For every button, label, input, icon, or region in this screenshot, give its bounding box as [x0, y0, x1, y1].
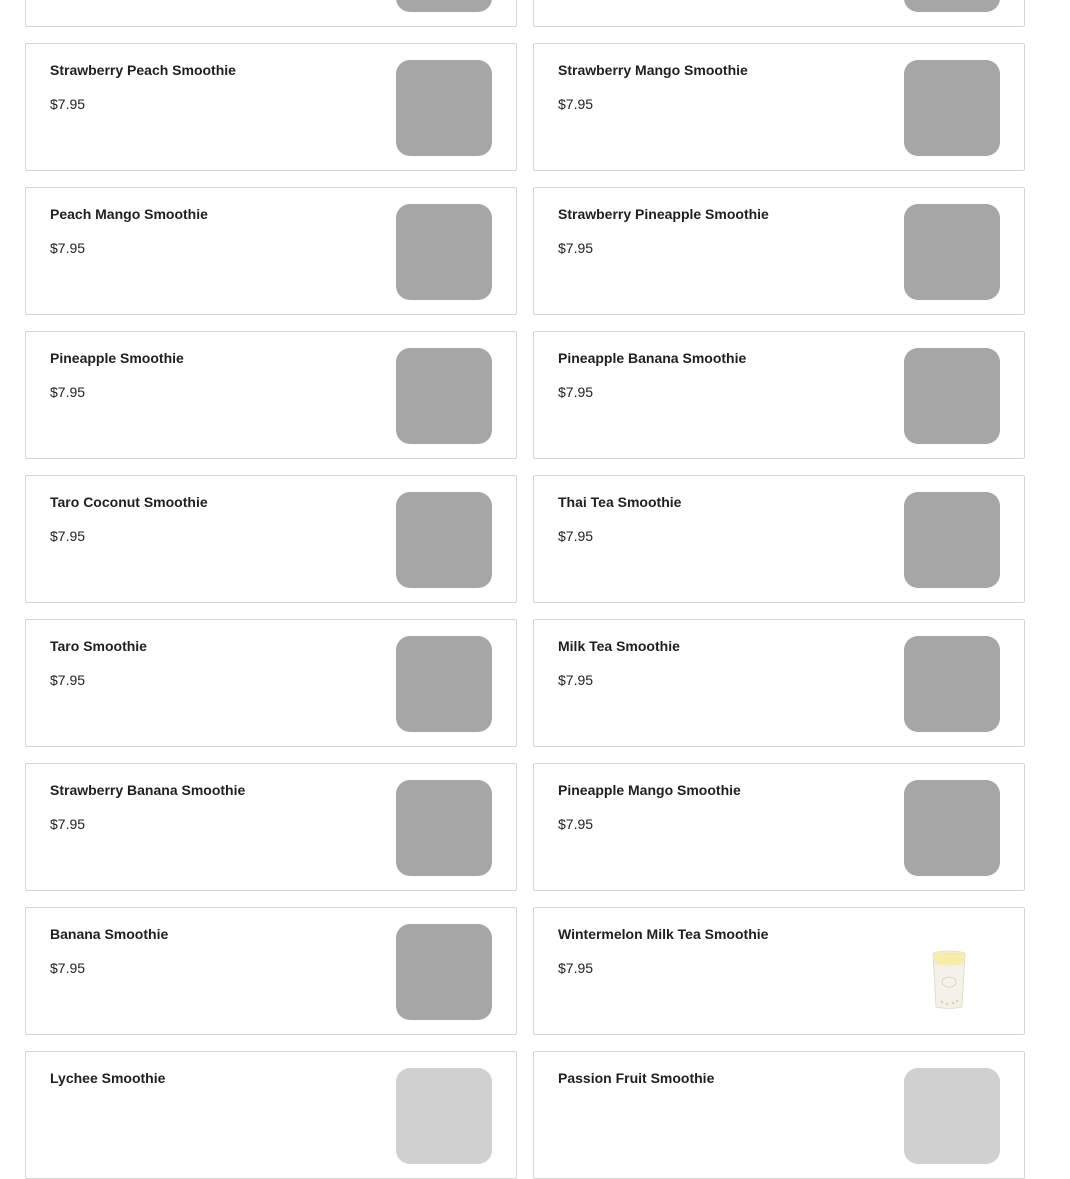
item-image-placeholder — [396, 1068, 492, 1164]
item-name: Lychee Smoothie — [50, 1070, 166, 1086]
item-name: Taro Coconut Smoothie — [50, 494, 208, 510]
item-image-placeholder — [904, 1068, 1000, 1164]
item-image-placeholder — [396, 636, 492, 732]
item-price: $7.95 — [558, 528, 594, 544]
item-image-placeholder — [904, 780, 1000, 876]
menu-item-card[interactable] — [533, 763, 1025, 891]
item-price: $7.95 — [558, 816, 594, 832]
item-image-placeholder — [396, 204, 492, 300]
item-image-placeholder — [904, 636, 1000, 732]
item-image-drink-cup — [904, 924, 1000, 1020]
item-price: $7.95 — [558, 960, 594, 976]
item-image-placeholder — [396, 0, 492, 12]
item-image-placeholder — [396, 60, 492, 156]
menu-item-card[interactable] — [533, 0, 1025, 27]
item-price: $7.95 — [50, 672, 86, 688]
item-image-placeholder — [396, 492, 492, 588]
item-name: Wintermelon Milk Tea Smoothie — [558, 926, 769, 942]
menu-item-card[interactable] — [533, 475, 1025, 603]
item-name: Strawberry Mango Smoothie — [558, 62, 748, 78]
item-price: $7.95 — [558, 96, 594, 112]
menu-item-card[interactable] — [25, 475, 517, 603]
item-name: Pineapple Mango Smoothie — [558, 782, 741, 798]
item-image-placeholder — [904, 348, 1000, 444]
item-image-placeholder — [904, 492, 1000, 588]
menu-item-card[interactable] — [25, 0, 517, 27]
menu-item-card[interactable] — [25, 187, 517, 315]
menu-item-card[interactable] — [533, 1051, 1025, 1179]
item-name: Thai Tea Smoothie — [558, 494, 682, 510]
drink-cup-icon — [932, 950, 966, 1010]
item-name: Passion Fruit Smoothie — [558, 1070, 715, 1086]
item-price: $7.95 — [50, 816, 86, 832]
item-price: $7.95 — [50, 960, 86, 976]
menu-item-grid — [25, 0, 1025, 1179]
item-name: Taro Smoothie — [50, 638, 147, 654]
item-name: Strawberry Peach Smoothie — [50, 62, 236, 78]
item-image-placeholder — [904, 0, 1000, 12]
item-image-placeholder — [396, 780, 492, 876]
menu-item-card[interactable] — [25, 331, 517, 459]
item-price: $7.95 — [50, 528, 86, 544]
item-price: $7.95 — [558, 672, 594, 688]
item-name: Pineapple Smoothie — [50, 350, 184, 366]
item-name: Peach Mango Smoothie — [50, 206, 208, 222]
menu-item-card[interactable] — [25, 1051, 517, 1179]
menu-item-card[interactable] — [533, 619, 1025, 747]
item-image-placeholder — [396, 348, 492, 444]
menu-item-card[interactable] — [25, 763, 517, 891]
item-name: Strawberry Pineapple Smoothie — [558, 206, 769, 222]
item-price: $7.95 — [558, 240, 594, 256]
menu-item-card[interactable] — [533, 907, 1025, 1035]
menu-item-card[interactable] — [25, 907, 517, 1035]
item-price: $7.95 — [558, 384, 594, 400]
item-price: $7.95 — [50, 96, 86, 112]
menu-item-card[interactable] — [533, 187, 1025, 315]
item-image-placeholder — [904, 60, 1000, 156]
menu-item-card[interactable] — [25, 43, 517, 171]
item-name: Strawberry Banana Smoothie — [50, 782, 246, 798]
menu-item-card[interactable] — [25, 619, 517, 747]
item-price: $7.95 — [50, 384, 86, 400]
item-image-placeholder — [396, 924, 492, 1020]
item-price: $7.95 — [50, 240, 86, 256]
item-name: Milk Tea Smoothie — [558, 638, 680, 654]
menu-item-card[interactable] — [533, 43, 1025, 171]
item-name: Banana Smoothie — [50, 926, 169, 942]
menu-item-card[interactable] — [533, 331, 1025, 459]
item-name: Pineapple Banana Smoothie — [558, 350, 747, 366]
item-image-placeholder — [904, 204, 1000, 300]
